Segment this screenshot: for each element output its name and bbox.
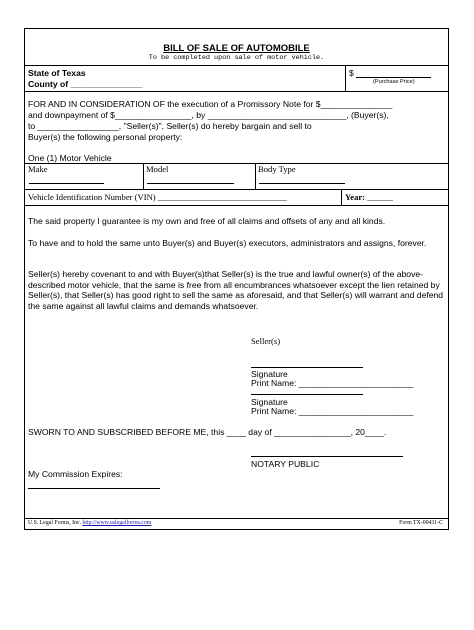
- print-name-field-2[interactable]: Print Name: ________________________: [251, 406, 414, 416]
- county-field[interactable]: County of _______________: [28, 79, 143, 89]
- form-subtitle: To be completed upon sale of motor vehicle.: [148, 54, 325, 62]
- purchase-price-label: (Purchase Price): [373, 79, 415, 85]
- footer-link[interactable]: http://www.uslegalforms.com: [82, 520, 152, 526]
- covenant-paragraph: Seller(s) hereby covenant to and with Buyer(s)that Seller(s) is the true and lawful owner(s) of the above-described motor vehicle, that the same is free from all encumbrances whatsoever except the lien retained by Seller(s), that Seller(s) has good right to sell the same as aforesaid, and that Seller(s) will warrant and defend the same against all lawful claims and demands whatsoever.: [28, 269, 444, 311]
- commission-blank[interactable]: [28, 488, 160, 489]
- make-label: Make: [28, 164, 48, 174]
- one-vehicle-label: One (1) Motor Vehicle: [28, 153, 112, 163]
- form-title: BILL OF SALE OF AUTOMOBILE: [163, 43, 310, 54]
- footer-company: U.S. Legal Forms, Inc.: [28, 520, 83, 526]
- signature-label-2: Signature: [251, 397, 288, 407]
- body-type-blank[interactable]: [259, 183, 345, 184]
- signature-label-1: Signature: [251, 369, 288, 379]
- year-label: Year:: [345, 192, 366, 202]
- model-blank[interactable]: [147, 183, 234, 184]
- state-label: State of Texas: [28, 68, 86, 78]
- consideration-line-1: FOR AND IN CONSIDERATION OF the execution of a Promissory Note for $_______________: [28, 99, 393, 109]
- header-divider: [25, 65, 448, 66]
- guarantee-paragraph: The said property I guarantee is my own and free of all claims and offsets of any and all kinds.: [28, 216, 386, 226]
- hold-paragraph: To have and to hold the same unto Buyer(s) and Buyer(s) executors, administrators and assigns, forever.: [28, 238, 427, 248]
- model-body-divider: [255, 163, 256, 189]
- vehicle-table-top: [25, 163, 448, 164]
- commission-label: My Commission Expires:: [28, 469, 123, 479]
- price-divider: [345, 65, 346, 91]
- dollar-sign: $: [349, 68, 354, 78]
- vin-field[interactable]: Vehicle Identification Number (VIN) ______________________________: [28, 192, 287, 202]
- consideration-line-2: and downpayment of $________________, by _____________________________, (Buyer(s),: [28, 110, 389, 120]
- notary-signature-line[interactable]: [251, 456, 403, 457]
- year-blank: ______: [365, 192, 393, 202]
- footer-left: [28, 520, 151, 526]
- state-row-divider: [25, 91, 448, 92]
- make-blank[interactable]: [29, 183, 104, 184]
- consideration-line-4: Buyer(s) the following personal property:: [28, 132, 183, 142]
- consideration-line-3: to _________________, "Seller(s)", Seller(s) do hereby bargain and sell to: [28, 121, 312, 131]
- sellers-label: Seller(s): [251, 336, 281, 346]
- print-name-field-1[interactable]: Print Name: ________________________: [251, 378, 414, 388]
- purchase-price-blank[interactable]: [356, 77, 431, 78]
- vin-year-divider: [341, 189, 342, 205]
- body-type-label: Body Type: [258, 164, 296, 174]
- signature-line-2[interactable]: [251, 394, 363, 395]
- notary-public-label: NOTARY PUBLIC: [251, 459, 320, 469]
- vehicle-table-mid: [25, 189, 448, 190]
- model-label: Model: [146, 164, 169, 174]
- bill-of-sale-form: [24, 28, 449, 530]
- sworn-line: SWORN TO AND SUBSCRIBED BEFORE ME, this ____ day of ________________, 20____.: [28, 427, 387, 437]
- footer-form-number: Form TX-00431-C: [399, 520, 443, 526]
- footer-divider: [25, 518, 448, 519]
- vehicle-table-bottom: [25, 205, 448, 206]
- year-field[interactable]: [345, 192, 393, 203]
- signature-line-1[interactable]: [251, 367, 363, 368]
- make-model-divider: [143, 163, 144, 189]
